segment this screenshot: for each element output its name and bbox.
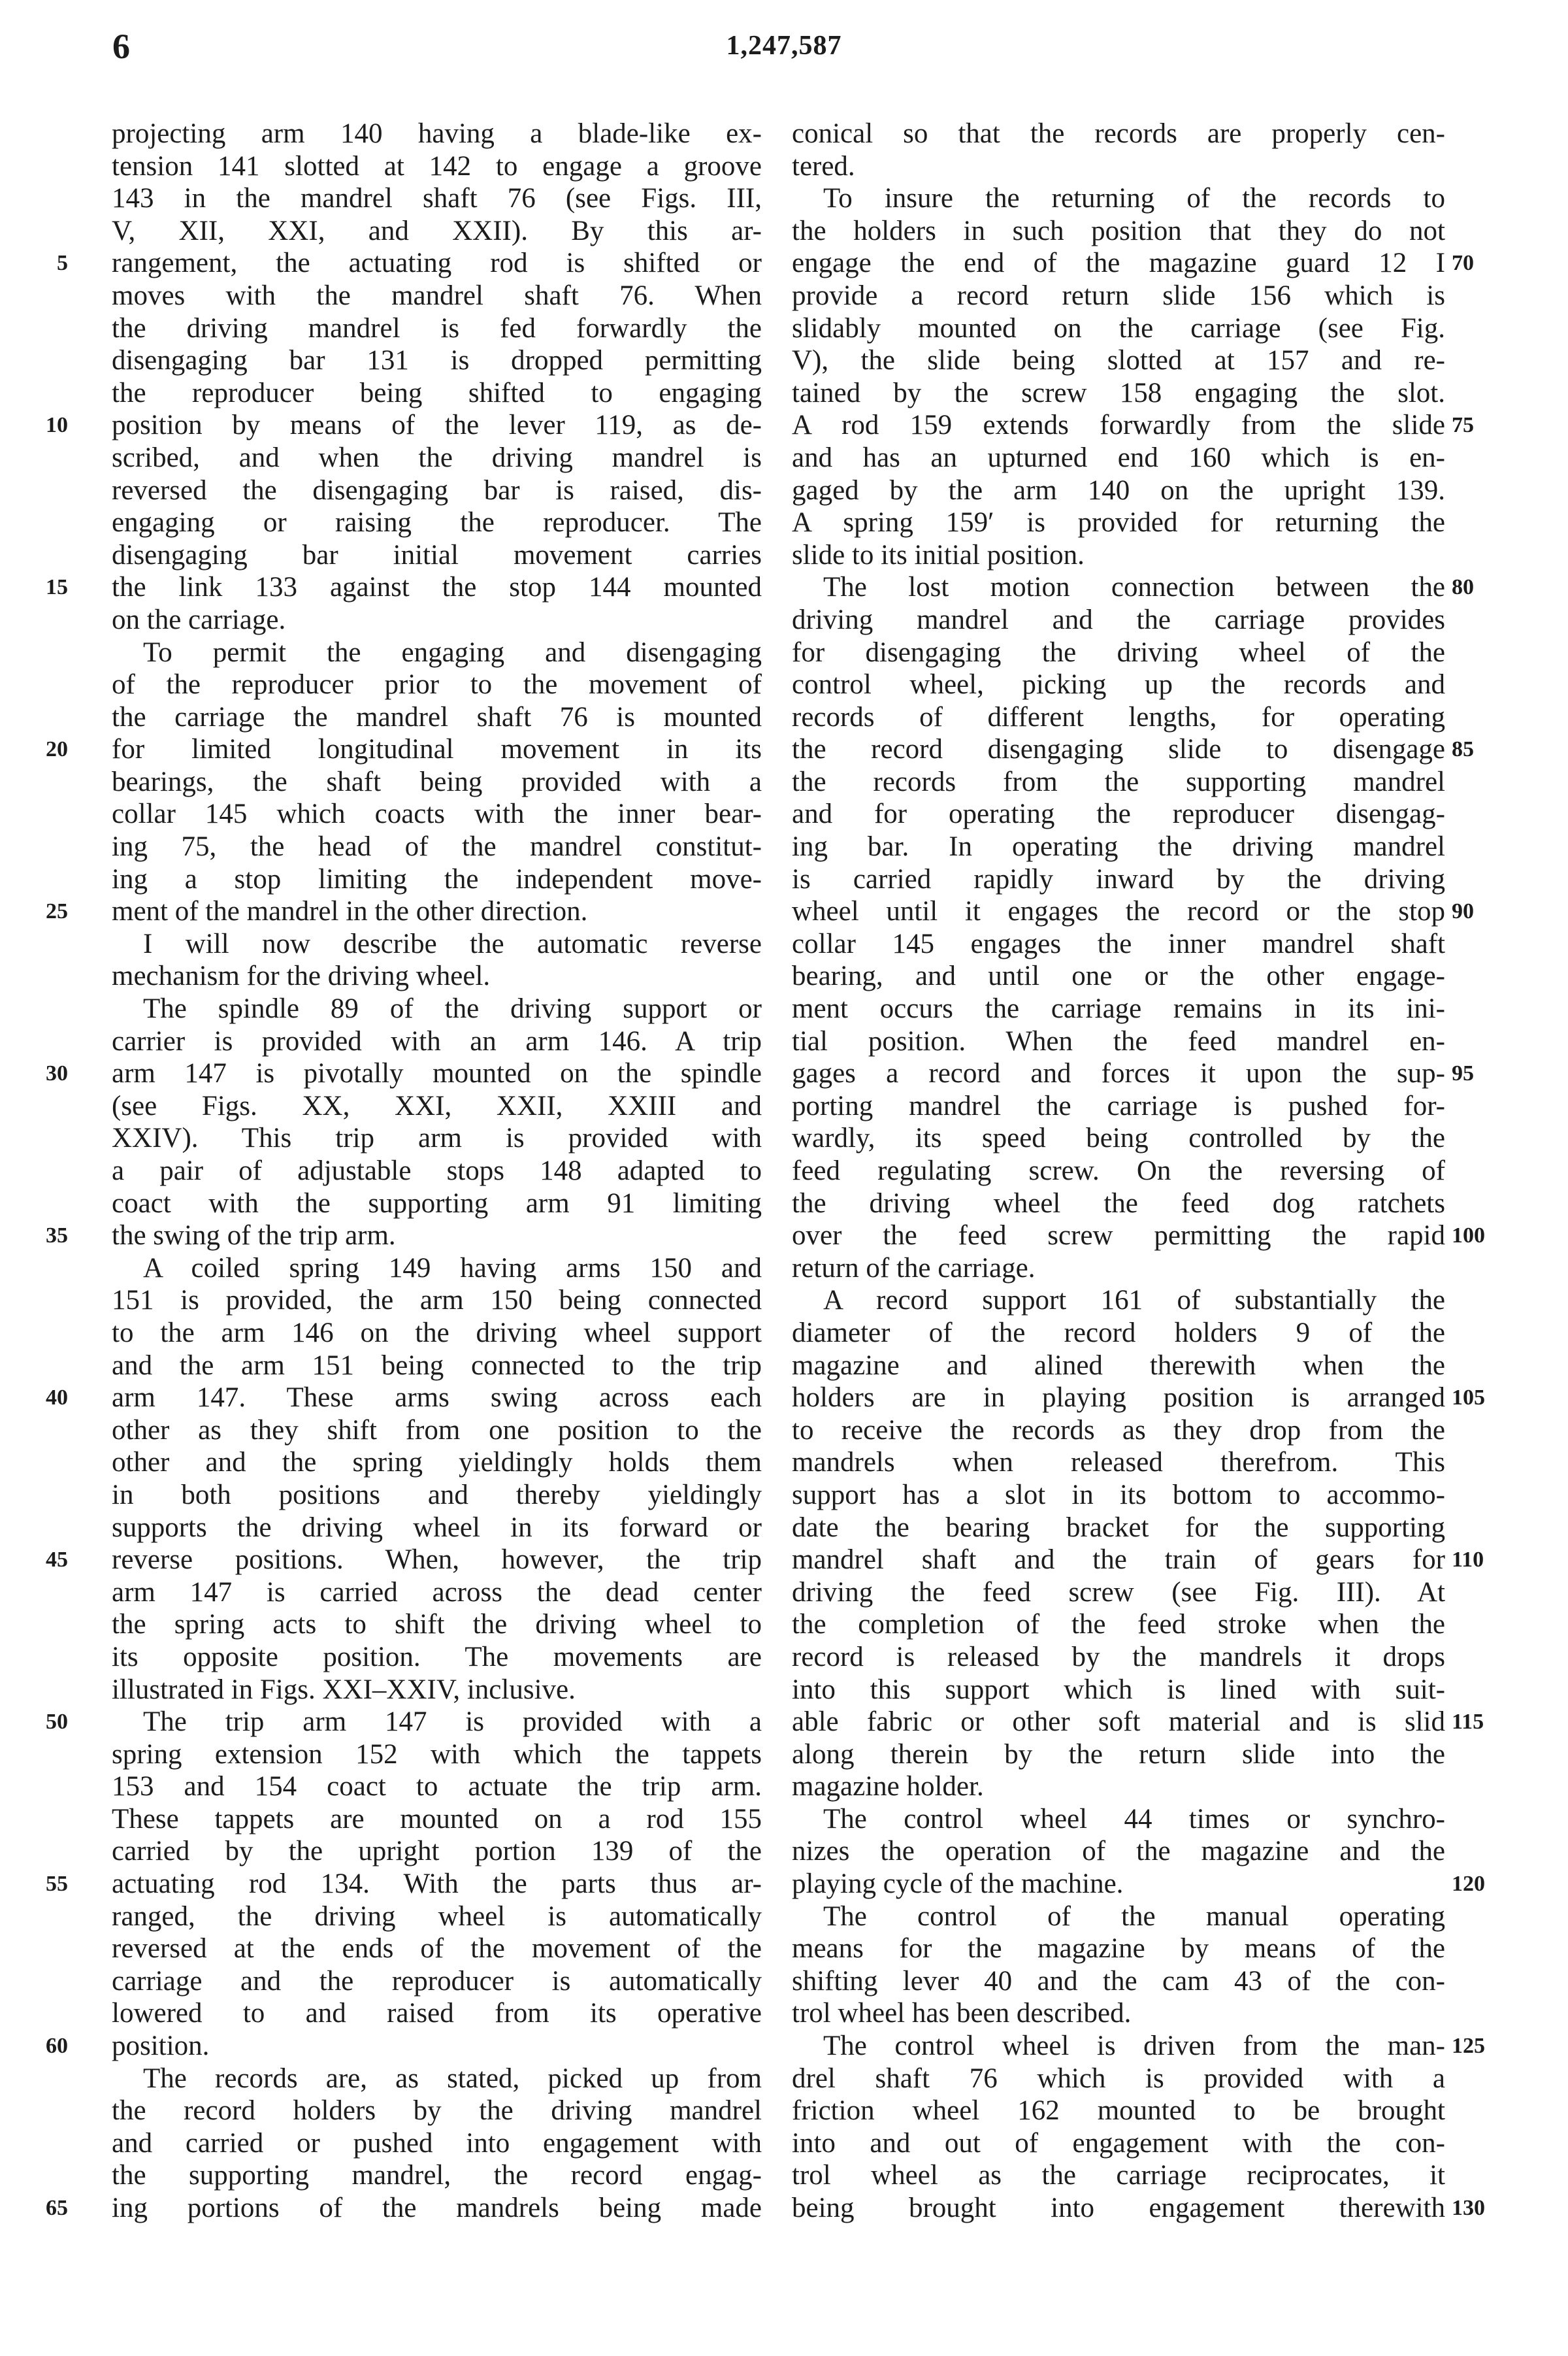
- paragraph: [112, 928, 762, 993]
- line-number: 35: [46, 1223, 68, 1248]
- text-line: reverse positions. When, however, the trip: [112, 1544, 762, 1576]
- text-line: XXIV). This trip arm is provided with: [112, 1123, 762, 1154]
- line-number: 30: [46, 1061, 68, 1086]
- text-line: The spindle 89 of the driving support or: [143, 993, 762, 1025]
- right-column: [792, 118, 1445, 2225]
- text-line: is carried rapidly inward by the driving: [792, 863, 1445, 895]
- text-line: tained by the screw 158 engaging the slot.: [792, 377, 1445, 408]
- text-line: slide to its initial position.: [792, 539, 1085, 571]
- text-line: for limited longitudinal movement in its: [112, 734, 762, 765]
- text-line: ment occurs the carriage remains in its ini-: [792, 993, 1445, 1025]
- text-line: The records are, as stated, picked up from: [143, 2063, 762, 2094]
- text-line: drel shaft 76 which is provided with a: [792, 2063, 1445, 2094]
- text-line: tered.: [792, 150, 855, 182]
- text-line: slidably mounted on the carriage (see Fig.: [792, 312, 1445, 344]
- paragraph: [792, 571, 1445, 1284]
- text-line: ranged, the driving wheel is automatically: [112, 1900, 762, 1932]
- text-line: to the arm 146 on the driving wheel support: [112, 1317, 762, 1348]
- text-line: and the arm 151 being connected to the trip: [112, 1350, 762, 1381]
- text-line: tension 141 slotted at 142 to engage a groove: [112, 150, 762, 182]
- paragraph: [792, 1284, 1445, 1803]
- text-line: rangement, the actuating rod is shifted or: [112, 248, 762, 279]
- text-line: other and the spring yieldingly holds them: [112, 1447, 762, 1478]
- text-line: feed regulating screw. On the reversing of: [792, 1155, 1445, 1186]
- text-line: A spring 159′ is provided for returning the: [792, 507, 1445, 539]
- text-line: the holders in such position that they do not: [792, 215, 1445, 246]
- text-line: the reproducer being shifted to engaging: [112, 377, 762, 408]
- text-line: V, XII, XXI, and XXII). By this ar-: [112, 215, 762, 246]
- text-line: driving the feed screw (see Fig. III). At: [792, 1576, 1445, 1608]
- paragraph: [112, 1706, 762, 2063]
- left-column: [112, 118, 762, 2225]
- line-number: 60: [46, 2034, 68, 2059]
- text-line: and has an upturned end 160 which is en-: [792, 442, 1445, 473]
- text-line: for disengaging the driving wheel of the: [792, 637, 1445, 668]
- paragraph: [112, 993, 762, 1252]
- text-line: on the carriage.: [112, 604, 286, 635]
- text-line: engage the end of the magazine guard 12 I: [792, 248, 1445, 279]
- text-line: and carried or pushed into engagement with: [112, 2127, 762, 2159]
- text-line: ment of the mandrel in the other direction.: [112, 896, 588, 927]
- text-line: control wheel, picking up the records and: [792, 669, 1445, 701]
- text-line: provide a record return slide 156 which is: [792, 280, 1445, 311]
- text-line: A rod 159 extends forwardly from the slide: [792, 410, 1445, 441]
- text-line: projecting arm 140 having a blade-like ex-: [112, 118, 762, 149]
- text-line: the completion of the feed stroke when the: [792, 1609, 1445, 1640]
- text-line: I will now describe the automatic reverse: [143, 928, 762, 959]
- text-line: The control of the manual operating: [823, 1900, 1445, 1932]
- text-line: the driving mandrel is fed forwardly the: [112, 312, 762, 344]
- line-number: 15: [46, 575, 68, 600]
- text-line: supports the driving wheel in its forward or: [112, 1512, 762, 1543]
- text-line: illustrated in Figs. XXI–XXIV, inclusive.: [112, 1674, 576, 1705]
- text-line: position.: [112, 2031, 210, 2062]
- text-line: diameter of the record holders 9 of the: [792, 1317, 1445, 1348]
- line-number: 130: [1452, 2196, 1485, 2221]
- text-line: the supporting mandrel, the record engag-: [112, 2160, 762, 2191]
- text-line: spring extension 152 with which the tappets: [112, 1738, 762, 1770]
- text-line: able fabric or other soft material and is slid: [792, 1706, 1445, 1738]
- text-line: date the bearing bracket for the supporting: [792, 1512, 1445, 1543]
- text-line: reversed at the ends of the movement of the: [112, 1933, 762, 1965]
- text-line: carried by the upright portion 139 of the: [112, 1836, 762, 1867]
- text-line: engaging or raising the reproducer. The: [112, 507, 762, 539]
- paragraph: [112, 2063, 762, 2225]
- text-line: scribed, and when the driving mandrel is: [112, 442, 762, 473]
- text-line: along therein by the return slide into the: [792, 1738, 1445, 1770]
- text-line: means for the magazine by means of the: [792, 1933, 1445, 1965]
- text-line: A coiled spring 149 having arms 150 and: [143, 1252, 762, 1284]
- text-line: moves with the mandrel shaft 76. When: [112, 280, 762, 311]
- text-line: 143 in the mandrel shaft 76 (see Figs. III,: [112, 183, 762, 214]
- text-line: the record holders by the driving mandrel: [112, 2095, 762, 2127]
- line-number: 125: [1452, 2034, 1485, 2059]
- text-line: gages a record and forces it upon the sup-: [792, 1058, 1445, 1089]
- text-line: The lost motion connection between the: [823, 572, 1445, 603]
- text-line: bearings, the shaft being provided with a: [112, 766, 762, 797]
- text-line: carrier is provided with an arm 146. A trip: [112, 1025, 762, 1057]
- text-line: wardly, its speed being controlled by the: [792, 1123, 1445, 1154]
- line-number: 120: [1452, 1872, 1485, 1897]
- text-line: 151 is provided, the arm 150 being connected: [112, 1285, 762, 1316]
- paragraph: [112, 118, 762, 637]
- text-line: shifting lever 40 and the cam 43 of the con-: [792, 1965, 1445, 1997]
- text-line: support has a slot in its bottom to accommo-: [792, 1479, 1445, 1510]
- text-line: wheel until it engages the record or the stop: [792, 896, 1445, 927]
- text-line: into and out of engagement with the con-: [792, 2127, 1445, 2159]
- text-line: ing portions of the mandrels being made: [112, 2193, 762, 2223]
- line-number: 90: [1452, 899, 1474, 924]
- text-line: trol wheel has been described.: [792, 1998, 1132, 2029]
- line-number: 80: [1452, 575, 1474, 600]
- text-line: The trip arm 147 is provided with a: [143, 1706, 762, 1738]
- line-number: 100: [1452, 1223, 1485, 1248]
- text-line: nizes the operation of the magazine and the: [792, 1836, 1445, 1867]
- text-line: the carriage the mandrel shaft 76 is mounted: [112, 701, 762, 733]
- text-line: lowered to and raised from its operative: [112, 1998, 762, 2029]
- text-line: of the reproducer prior to the movement of: [112, 669, 762, 701]
- text-line: arm 147. These arms swing across each: [112, 1382, 762, 1414]
- text-line: ing 75, the head of the mandrel constitut-: [112, 831, 762, 863]
- text-line: actuating rod 134. With the parts thus ar-: [112, 1868, 762, 1900]
- text-line: return of the carriage.: [792, 1252, 1036, 1284]
- text-line: playing cycle of the machine.: [792, 1868, 1124, 1900]
- text-line: into this support which is lined with suit-: [792, 1674, 1445, 1705]
- text-line: holders are in playing position is arranged: [792, 1382, 1445, 1414]
- text-line: record is released by the mandrels it drops: [792, 1641, 1445, 1672]
- line-number: 5: [57, 251, 68, 276]
- text-line: carriage and the reproducer is automatically: [112, 1965, 762, 1997]
- line-number: 110: [1452, 1548, 1484, 1572]
- page-number: 6: [112, 27, 130, 66]
- paragraph: [792, 182, 1445, 571]
- text-line: over the feed screw permitting the rapid: [792, 1220, 1445, 1252]
- line-number: 20: [46, 737, 68, 762]
- text-line: reversed the disengaging bar is raised, dis-: [112, 474, 762, 506]
- text-line: To permit the engaging and disengaging: [143, 637, 762, 668]
- text-line: the driving wheel the feed dog ratchets: [792, 1187, 1445, 1219]
- paragraph: [792, 1900, 1445, 2030]
- text-line: The control wheel 44 times or synchro-: [823, 1803, 1445, 1834]
- patent-number: 1,247,587: [726, 31, 842, 61]
- text-line: mechanism for the driving wheel.: [112, 961, 491, 992]
- paragraph: [112, 637, 762, 928]
- line-number: 85: [1452, 737, 1474, 762]
- text-line: being brought into engagement therewith: [792, 2193, 1445, 2223]
- paragraph: [792, 1803, 1445, 1900]
- text-line: bearing, and until one or the other engage-: [792, 961, 1445, 992]
- text-line: arm 147 is carried across the dead center: [112, 1576, 762, 1608]
- text-line: records of different lengths, for operating: [792, 701, 1445, 733]
- text-line: the record disengaging slide to disengage: [792, 734, 1445, 765]
- line-number: 70: [1452, 251, 1474, 276]
- text-line: other as they shift from one position to the: [112, 1414, 762, 1446]
- text-line: the spring acts to shift the driving wheel to: [112, 1609, 762, 1640]
- text-line: porting mandrel the carriage is pushed for-: [792, 1090, 1445, 1121]
- text-line: (see Figs. XX, XXI, XXII, XXIII and: [112, 1090, 762, 1121]
- text-line: magazine holder.: [792, 1771, 984, 1802]
- line-number: 75: [1452, 413, 1474, 438]
- text-line: 153 and 154 coact to actuate the trip arm.: [112, 1771, 762, 1802]
- text-line: a pair of adjustable stops 148 adapted to: [112, 1155, 762, 1186]
- paragraph: [112, 1252, 762, 1706]
- text-line: arm 147 is pivotally mounted on the spindle: [112, 1058, 762, 1089]
- text-line: trol wheel as the carriage reciprocates, it: [792, 2160, 1445, 2191]
- text-line: in both positions and thereby yieldingly: [112, 1479, 762, 1510]
- text-line: disengaging bar 131 is dropped permitting: [112, 345, 762, 376]
- text-line: V), the slide being slotted at 157 and re-: [792, 345, 1445, 376]
- line-number: 25: [46, 899, 68, 924]
- text-line: ing bar. In operating the driving mandrel: [792, 831, 1445, 863]
- text-line: the records from the supporting mandrel: [792, 766, 1445, 797]
- paragraph: [792, 118, 1445, 182]
- text-line: ing a stop limiting the independent move-: [112, 863, 762, 895]
- text-line: These tappets are mounted on a rod 155: [112, 1803, 762, 1834]
- text-line: friction wheel 162 mounted to be brought: [792, 2095, 1445, 2127]
- text-line: To insure the returning of the records to: [823, 183, 1445, 214]
- text-line: conical so that the records are properly cen-: [792, 118, 1445, 149]
- line-number: 10: [46, 413, 68, 438]
- line-number: 95: [1452, 1061, 1474, 1086]
- text-line: gaged by the arm 140 on the upright 139.: [792, 474, 1445, 506]
- text-line: the link 133 against the stop 144 mounted: [112, 572, 762, 603]
- line-number: 115: [1452, 1710, 1484, 1734]
- text-line: collar 145 engages the inner mandrel shaft: [792, 928, 1445, 959]
- line-number: 65: [46, 2196, 68, 2221]
- text-line: disengaging bar initial movement carries: [112, 539, 762, 571]
- line-number: 55: [46, 1872, 68, 1897]
- text-line: magazine and alined therewith when the: [792, 1350, 1445, 1381]
- text-line: driving mandrel and the carriage provides: [792, 604, 1445, 635]
- text-line: position by means of the lever 119, as de-: [112, 410, 762, 441]
- text-line: mandrel shaft and the train of gears for: [792, 1544, 1445, 1576]
- text-line: to receive the records as they drop from the: [792, 1414, 1445, 1446]
- text-line: mandrels when released therefrom. This: [792, 1447, 1445, 1478]
- paragraph: [792, 2030, 1445, 2225]
- text-line: tial position. When the feed mandrel en-: [792, 1025, 1445, 1057]
- text-line: The control wheel is driven from the man-: [823, 2031, 1445, 2062]
- text-line: collar 145 which coacts with the inner bear-: [112, 799, 762, 830]
- line-number: 50: [46, 1710, 68, 1734]
- text-line: coact with the supporting arm 91 limiting: [112, 1187, 762, 1219]
- text-line: A record support 161 of substantially the: [823, 1285, 1445, 1316]
- text-line: the swing of the trip arm.: [112, 1220, 396, 1252]
- text-line: its opposite position. The movements are: [112, 1641, 762, 1672]
- text-line: and for operating the reproducer disengag-: [792, 799, 1445, 830]
- line-number: 105: [1452, 1385, 1485, 1410]
- line-number: 40: [46, 1385, 68, 1410]
- line-number: 45: [46, 1548, 68, 1572]
